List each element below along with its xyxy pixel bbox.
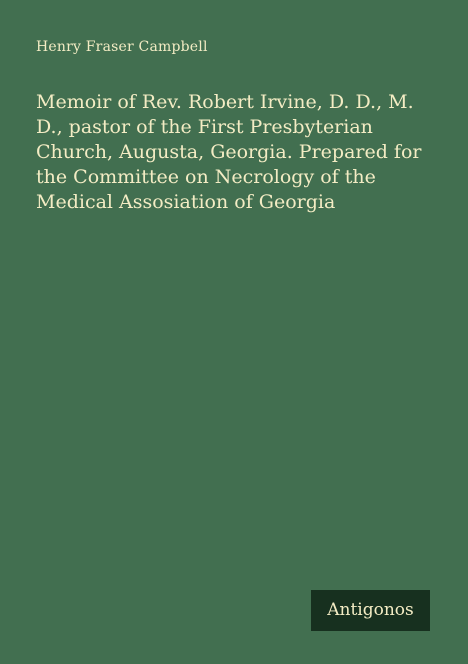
author-name: Henry Fraser Campbell bbox=[36, 39, 208, 55]
book-title: Memoir of Rev. Robert Irvine, D. D., M. D., pastor of the First Presbyterian Church, Augusta, Georgia. Prepared for the Committee on Necrology of the Medical Assosiation of Georgia bbox=[36, 91, 422, 213]
publisher-name: Antigonos bbox=[327, 600, 414, 620]
publisher-badge bbox=[311, 590, 430, 631]
